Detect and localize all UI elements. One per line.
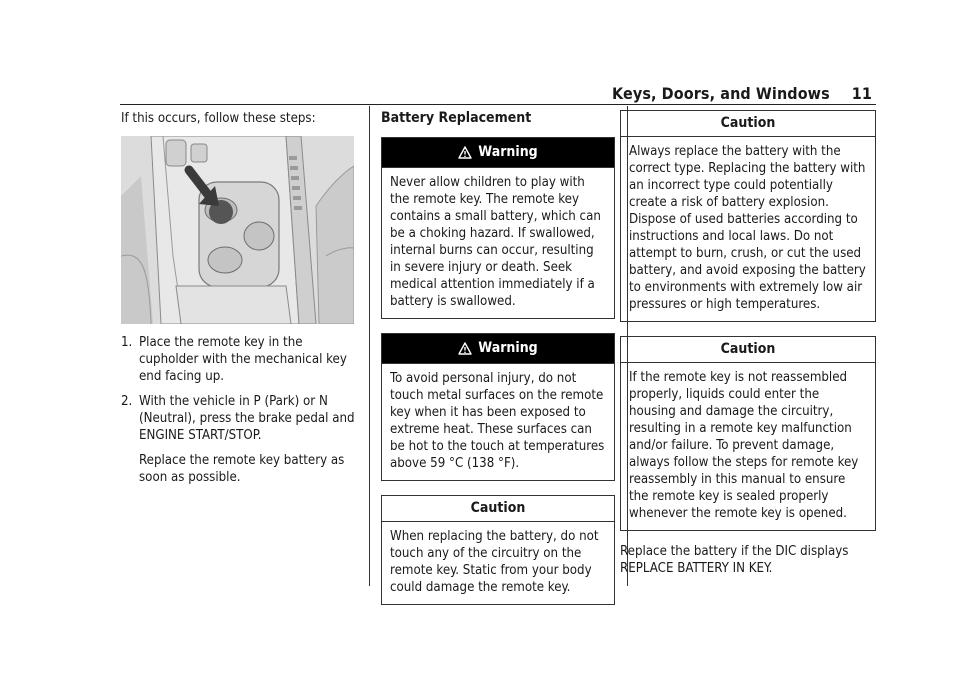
column-3	[620, 110, 876, 577]
caution-box	[381, 495, 615, 605]
list-item	[121, 334, 356, 385]
column-2	[381, 110, 615, 605]
caution-box	[620, 336, 876, 531]
caution-box	[620, 110, 876, 322]
warning-triangle-icon	[458, 146, 472, 159]
dic-replace-text: Replace the battery if the DIC displays REPLACE BATTERY IN KEY.	[620, 544, 849, 576]
step-number: 2.	[121, 394, 133, 409]
column-1	[121, 110, 356, 486]
warning-title: Warning	[478, 340, 538, 356]
step-text: Place the remote key in the cupholder with the mechanical key end facing up.	[139, 335, 347, 384]
header-rule	[120, 104, 876, 105]
warning-triangle-icon	[458, 342, 472, 355]
warning-header	[382, 334, 614, 364]
page-header	[612, 84, 872, 103]
cupholder-illustration	[121, 136, 354, 324]
column-divider-1	[369, 106, 370, 586]
step-text: With the vehicle in P (Park) or N (Neutral), press the brake pedal and ENGINE START/STOP.	[139, 394, 355, 443]
caution-body: When replacing the battery, do not touch any of the circuitry on the remote key. Static from your body could damage the remote key.	[390, 529, 599, 595]
section-title: Keys, Doors, and Windows	[612, 84, 830, 103]
page-number: 11	[851, 84, 872, 103]
warning-box	[381, 137, 615, 319]
caution-header: Caution	[382, 496, 614, 522]
warning-body: Never allow children to play with the remote key. The remote key contains a small battery, which can be a choking hazard. If swallowed, internal burns can occur, resulting in severe injury or death. Seek medical attention immediately if a battery is swallowed.	[390, 175, 601, 309]
step-note: Replace the remote key battery as soon as possible.	[139, 453, 345, 485]
caution-header: Caution	[621, 337, 875, 363]
warning-body: To avoid personal injury, do not touch metal surfaces on the remote key when it has been exposed to extreme heat. These surfaces can be hot to the touch at temperatures above 59 °C (138 °F).	[390, 371, 605, 471]
caution-body: If the remote key is not reassembled properly, liquids could enter the housing and damage the circuitry, resulting in a remote key malfunction and/or failure. To prevent damage, always follow the steps for remote key reassembly in this manual to ensure the remote key is sealed properly whenever the remote key is opened.	[629, 370, 859, 521]
caution-body: Always replace the battery with the correct type. Replacing the battery with an incorrect type could potentially create a risk of battery explosion. Dispose of used batteries according to instructions and local laws. Do not attempt to burn, crush, or cut the used battery, and avoid exposing the battery to environments with extremely low air pressures or high temperatures.	[629, 144, 866, 312]
warning-title: Warning	[478, 144, 538, 160]
section-heading: Battery Replacement	[381, 110, 532, 126]
list-item	[121, 393, 356, 444]
intro-text: If this occurs, follow these steps:	[121, 111, 316, 126]
warning-box	[381, 333, 615, 481]
step-number: 1.	[121, 335, 133, 350]
steps-list	[121, 334, 356, 444]
warning-header	[382, 138, 614, 168]
caution-header: Caution	[621, 111, 875, 137]
